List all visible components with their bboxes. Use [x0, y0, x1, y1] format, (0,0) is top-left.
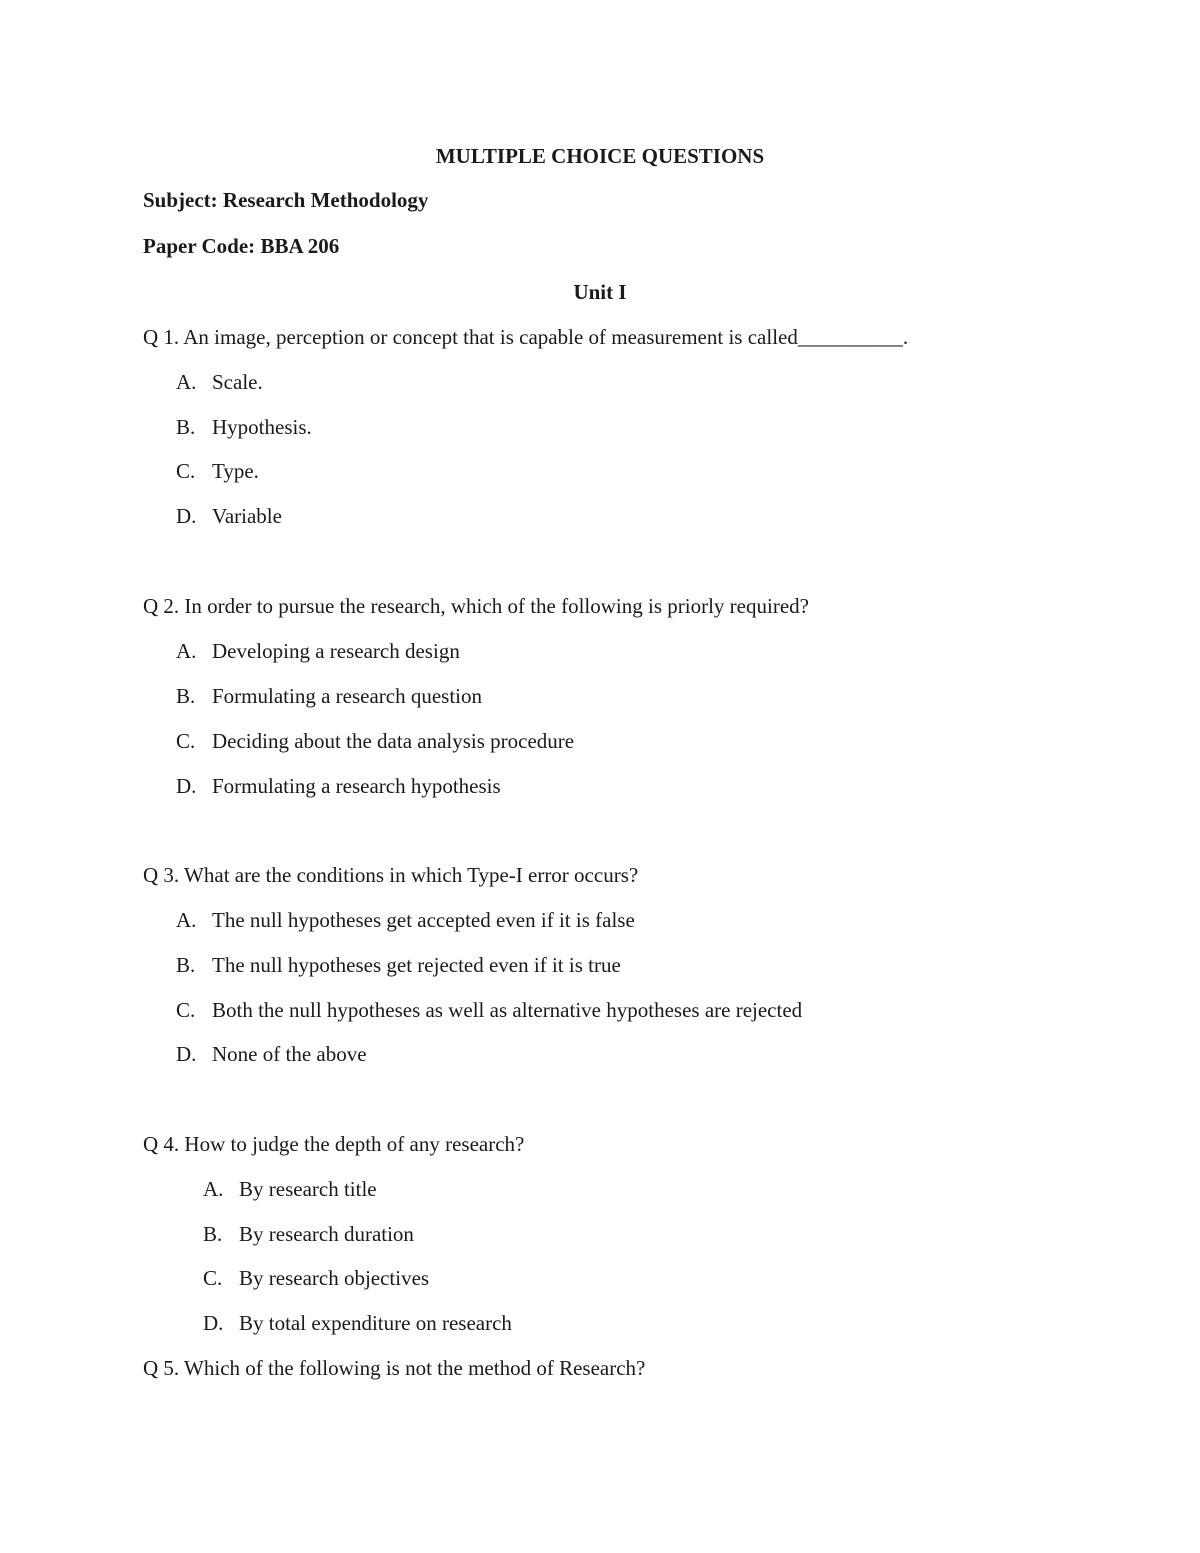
- option-d: [176, 506, 282, 527]
- question-stem: What are the conditions in which Type-I error occurs?: [184, 863, 639, 887]
- option-a: [203, 1179, 377, 1200]
- option-b: [176, 955, 621, 976]
- option-letter: C.: [203, 1266, 223, 1290]
- page-title: MULTIPLE CHOICE QUESTIONS: [435, 144, 765, 168]
- option-a: [176, 910, 635, 931]
- option-letter: A.: [176, 639, 197, 663]
- option-text: By total expenditure on research: [239, 1311, 512, 1335]
- question-text: [143, 865, 638, 886]
- option-text: Formulating a research question: [212, 684, 483, 708]
- option-letter: B.: [203, 1222, 223, 1246]
- subject-label: Subject:: [143, 188, 218, 212]
- question-text: [143, 1134, 524, 1155]
- option-d: [176, 776, 501, 797]
- question-number: Q 5.: [143, 1356, 180, 1380]
- question-stem: In order to pursue the research, which of the following is priorly required?: [184, 594, 809, 618]
- question-number: Q 3.: [143, 863, 180, 887]
- option-text: Formulating a research hypothesis: [212, 774, 501, 798]
- option-text: The null hypotheses get rejected even if it is true: [212, 953, 621, 977]
- option-b: [176, 417, 312, 438]
- question-number: Q 1.: [143, 325, 180, 349]
- option-text: Developing a research design: [212, 639, 460, 663]
- option-b: [176, 686, 482, 707]
- option-text: By research objectives: [239, 1266, 430, 1290]
- option-text: Both the null hypotheses as well as alternative hypotheses are rejected: [212, 998, 803, 1022]
- option-text: Scale.: [212, 370, 263, 394]
- question-stem: Which of the following is not the method of Research?: [184, 1356, 646, 1380]
- option-c: [176, 461, 259, 482]
- option-b: [203, 1224, 414, 1245]
- option-d: [203, 1313, 512, 1334]
- option-a: [176, 641, 460, 662]
- option-letter: B.: [176, 415, 196, 439]
- question-text: [143, 327, 908, 348]
- subject-line: [143, 190, 428, 211]
- question-text: [143, 1358, 645, 1379]
- option-text: Hypothesis.: [212, 415, 312, 439]
- question-text: [143, 596, 809, 617]
- option-letter: D.: [203, 1311, 224, 1335]
- option-text: By research title: [239, 1177, 377, 1201]
- option-c: [176, 731, 574, 752]
- option-letter: C.: [176, 729, 196, 753]
- subject-value: Research Methodology: [222, 188, 429, 212]
- option-text: By research duration: [239, 1222, 414, 1246]
- paper-code-line: [143, 236, 339, 257]
- option-a: [176, 372, 263, 393]
- paper-code-value: BBA 206: [260, 234, 340, 258]
- option-letter: C.: [176, 459, 196, 483]
- option-letter: D.: [176, 1042, 197, 1066]
- option-text: None of the above: [212, 1042, 367, 1066]
- paper-code-label: Paper Code:: [143, 234, 256, 258]
- question-number: Q 2.: [143, 594, 180, 618]
- option-letter: A.: [176, 908, 197, 932]
- option-letter: B.: [176, 684, 196, 708]
- option-letter: A.: [176, 370, 197, 394]
- option-letter: B.: [176, 953, 196, 977]
- question-stem: An image, perception or concept that is capable of measurement is called__________.: [183, 325, 909, 349]
- option-letter: C.: [176, 998, 196, 1022]
- option-text: Deciding about the data analysis procedure: [212, 729, 575, 753]
- option-c: [203, 1268, 429, 1289]
- option-d: [176, 1044, 367, 1065]
- question-number: Q 4.: [143, 1132, 180, 1156]
- unit-heading: Unit I: [573, 280, 627, 304]
- option-text: Type.: [212, 459, 259, 483]
- option-text: The null hypotheses get accepted even if it is false: [212, 908, 635, 932]
- option-text: Variable: [212, 504, 282, 528]
- option-letter: D.: [176, 504, 197, 528]
- option-letter: A.: [203, 1177, 224, 1201]
- option-letter: D.: [176, 774, 197, 798]
- question-stem: How to judge the depth of any research?: [184, 1132, 525, 1156]
- option-c: [176, 1000, 802, 1021]
